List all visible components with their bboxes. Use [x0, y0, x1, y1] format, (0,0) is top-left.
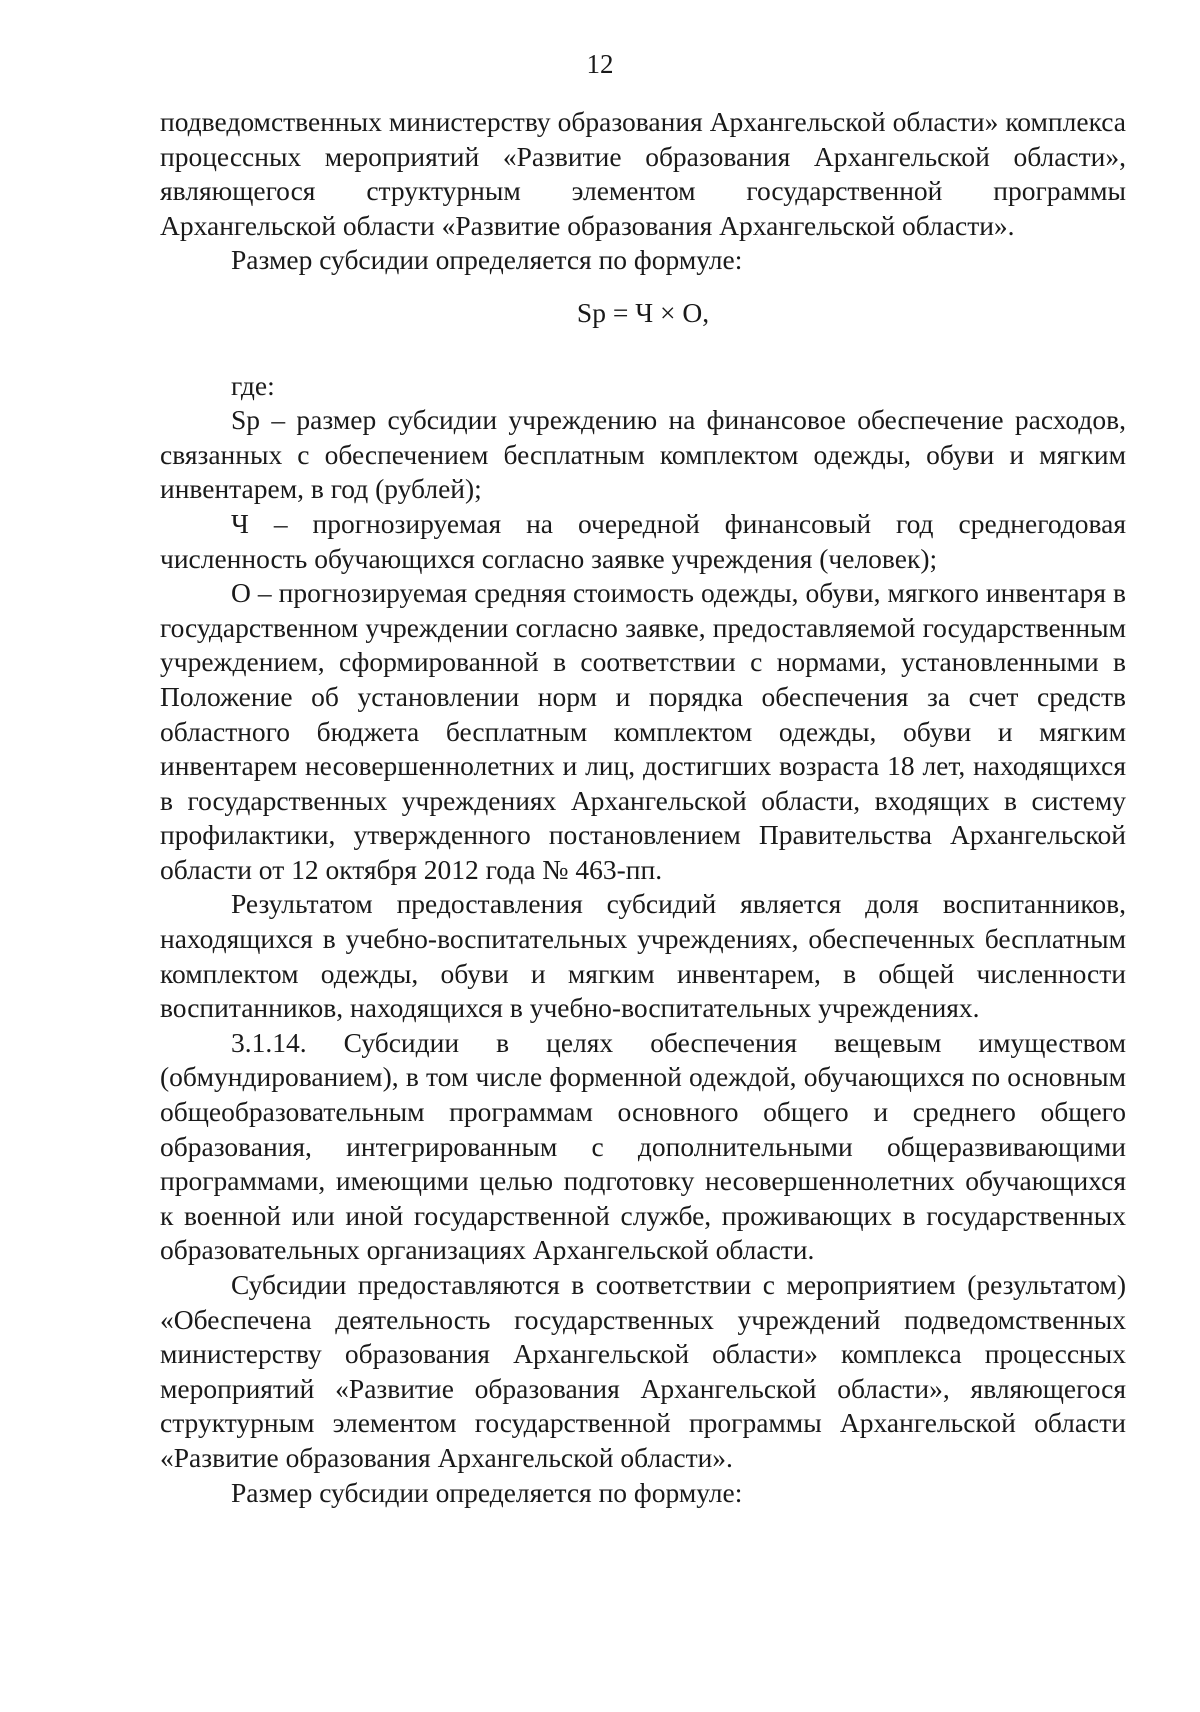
paragraph-formula-intro: Размер субсидии определяется по формуле:	[231, 244, 743, 276]
formula: Sp = Ч × О,	[576, 296, 710, 328]
paragraph-where: где:	[231, 369, 275, 401]
paragraph-formula-intro-2: Размер субсидии определяется по формуле:	[231, 1476, 743, 1508]
section-3-1-14: 3.1.14. Субсидии в целях обеспечения вещевым имуществом (обмундированием), в том числе форменной одеждой, обучающихся по основным общеобразовательным программам основного общего и среднего общего образования, интегрированным с дополнительными общеразвивающими программами, имеющими целью подготовку несовершеннолетних обучающихся к военной или иной государственной службе, проживающих в государственных образовательных организациях Архангельской области.	[160, 1026, 1126, 1266]
paragraph-continuation: подведомственных министерству образования Архангельской области» комплекса процессных мероприятий «Развитие образования Архангельской области», являющегося структурным элементом государственной программы Архангельской области «Развитие образования Архангельской области».	[160, 106, 1126, 241]
page-number: 12	[586, 49, 614, 79]
definition-ch: Ч – прогнозируемая на очередной финансовый год среднегодовая численность обучающихся согласно заявке учреждения (человек);	[160, 507, 1126, 574]
document-body	[160, 105, 1126, 1510]
definition-o: О – прогнозируемая средняя стоимость одежды, обуви, мягкого инвентаря в государственном учреждении согласно заявке, предоставляемой государственным учреждением, сформированной в соответствии с нормами, установленными в Положение об установлении норм и порядка обеспечения за счет средств областного бюджета бесплатным комплектом одежды, обуви и мягким инвентарем несовершеннолетних и лиц, достигших возраста 18 лет, находящихся в государственных учреждениях Архангельской области, входящих в систему профилактики, утвержденного постановлением Правительства Архангельской области от 12 октября 2012 года № 463-пп.	[160, 577, 1126, 885]
paragraph-result: Результатом предоставления субсидий является доля воспитанников, находящихся в учебно-воспитательных учреждениях, обеспеченных бесплатным комплектом одежды, обуви и мягким инвентарем, в общей численности воспитанников, находящихся в учебно-воспитательных учреждениях.	[160, 888, 1126, 1024]
paragraph-provided: Субсидии предоставляются в соответствии с мероприятием (результатом) «Обеспечена деятельность государственных учреждений подведомственных министерству образования Архангельской области» комплекса процессных мероприятий «Развитие образования Архангельской области», являющегося структурным элементом государственной программы Архангельской области «Развитие образования Архангельской области».	[160, 1269, 1126, 1473]
definition-sp: Sp – размер субсидии учреждению на финансовое обеспечение расходов, связанных с обеспечением бесплатным комплектом одежды, обуви и мягким инвентарем, в год (рублей);	[160, 404, 1126, 505]
